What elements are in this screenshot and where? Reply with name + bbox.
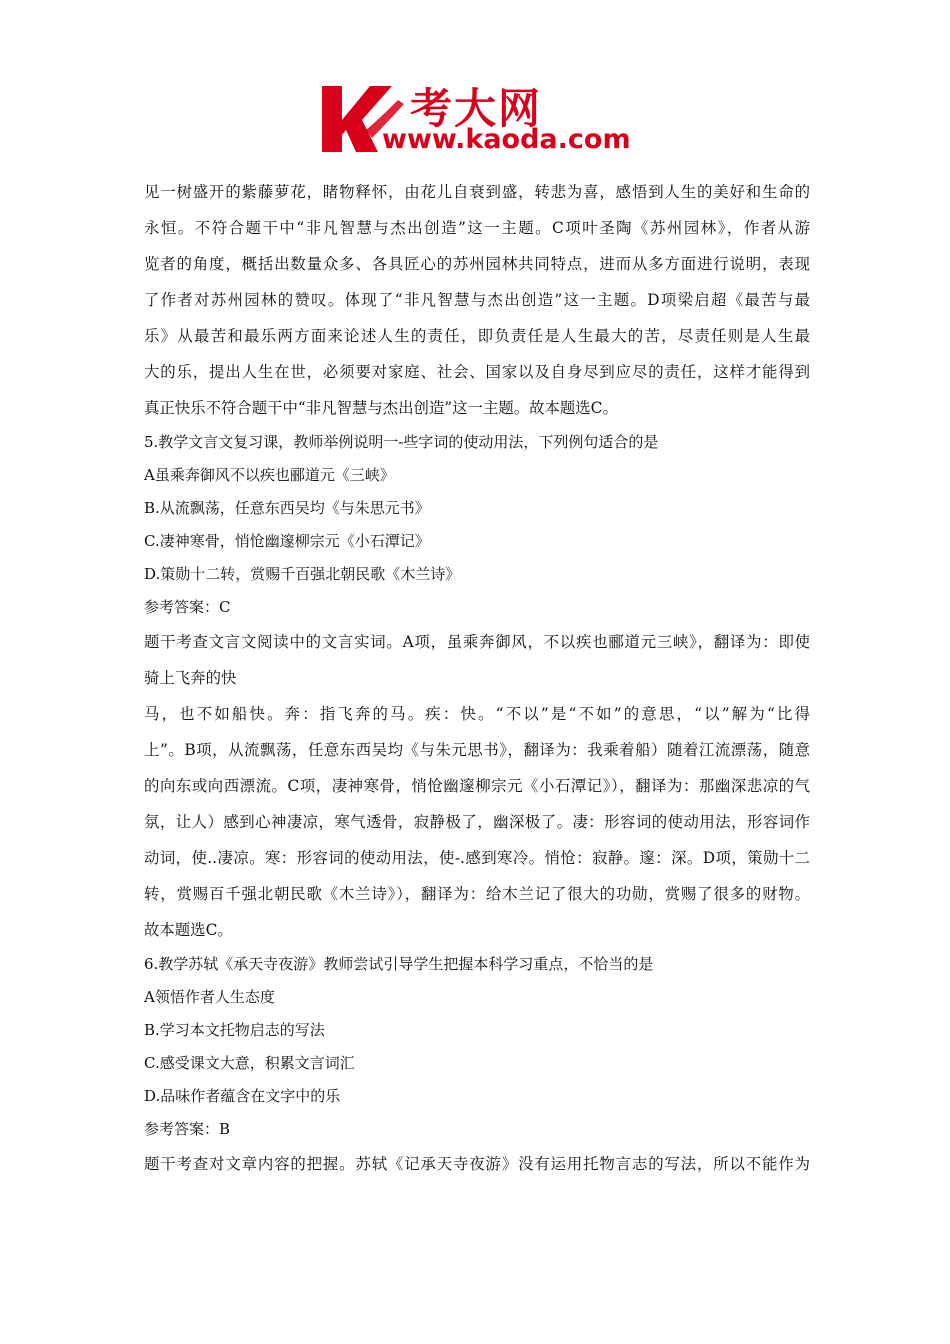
option-d: D.策勋十二转，赏赐千百强北朝民歌《木兰诗》 — [144, 565, 461, 583]
text-line: 氛，让人）感到心神凄凉，寒气透骨，寂静极了，幽深极了。凄：形容词的使动用法，形容词作 — [144, 813, 810, 831]
text-line: 动词，使..凄凉。寒：形容词的使动用法，使-.感到寒冷。悄怆：寂静。邃：深。D项，策勋十二 — [144, 849, 810, 867]
text-line: 见一树盛开的紫藤萝花，睹物释怀，由花儿自衰到盛，转悲为喜，感悟到人生的美好和生命的 — [144, 183, 810, 201]
option-c: C.凄神寒骨，悄怆幽邃柳宗元《小石潭记》 — [144, 532, 430, 550]
option-b: B.学习本文托物启志的写法 — [144, 1021, 325, 1039]
logo-chinese-name: 考大网 — [410, 84, 543, 133]
text-line: 了作者对苏州园林的赞叹。体现了“非凡智慧与杰出创造”这一主题。D项梁启超《最苦与最 — [144, 291, 810, 309]
text-line: 骑上飞奔的快 — [144, 669, 237, 687]
option-c: C.感受课文大意，积累文言词汇 — [144, 1054, 355, 1072]
option-a: A虽乘奔御风不以疾也郦道元《三峡》 — [144, 466, 395, 484]
option-b: B.从流飘荡，任意东西吴均《与朱思元书》 — [144, 499, 430, 517]
text-line: 马，也不如船快。奔：指飞奔的马。疾：快。“不以”是“不如”的意思，“以”解为“比得 — [144, 705, 810, 723]
option-d: D.品味作者蕴含在文字中的乐 — [144, 1087, 341, 1105]
text-line: 题干考查对文章内容的把握。苏轼《记承天寺夜游》没有运用托物言志的写法，所以不能作为 — [144, 1155, 810, 1173]
text-line: 乐》从最苦和最乐两方面来论述人生的责任，即负责任是人生最大的苦，尽责任则是人生最 — [144, 327, 810, 345]
answer: 参考答案：C — [144, 598, 231, 616]
text-line: 的向东或向西漂流。C项，凄神寒骨，悄怆幽邃柳宗元《小石潭记》），翻译为：那幽深悲凉的气 — [144, 777, 810, 795]
logo-url: www.kaoda.com — [382, 124, 631, 155]
text-line: 真正快乐不符合题干中“非凡智慧与杰出创造”这一主题。故本题选C。 — [144, 399, 618, 417]
text-line: 题干考查文言文阅读中的文言实词。A项，虽乘奔御风，不以疾也郦道元三峡》，翻译为：即使 — [144, 633, 810, 651]
explanation-6 — [144, 1146, 810, 1182]
question-stem: 6.教学苏轼《承天寺夜游》教师尝试引导学生把握本科学习重点，不恰当的是 — [144, 955, 654, 973]
option-a: A领悟作者人生态度 — [144, 988, 275, 1006]
kaoda-logo — [318, 80, 648, 160]
answer: 参考答案：B — [144, 1120, 231, 1138]
document-body — [144, 174, 810, 1182]
text-line: 永恒。不符合题干中“非凡智慧与杰出创造”这一主题。C项叶圣陶《苏州园林》，作者从游 — [144, 219, 810, 237]
text-line: 大的乐，提出人生在世，必须要对家庭、社会、国家以及自身尽到应尽的责任，这样才能得到 — [144, 363, 810, 381]
text-line: 转，赏赐百千强北朝民歌《木兰诗》），翻译为：给木兰记了很大的功勋，赏赐了很多的财物。 — [144, 885, 810, 903]
text-line: 上”。B项，从流飘荡，任意东西吴均《与朱元思书》，翻译为：我乘着船）随着江流漂荡，随意 — [144, 741, 810, 759]
text-line: 览者的角度，概括出数量众多、各具匠心的苏州园林共同特点，进而从多方面进行说明，表现 — [144, 255, 810, 273]
paragraph-c-d-analysis — [144, 174, 810, 426]
text-line: 故本题选C。 — [144, 921, 233, 939]
explanation-5 — [144, 624, 810, 948]
question-6 — [144, 948, 810, 1146]
question-5 — [144, 426, 810, 624]
question-stem: 5.教学文言文复习课，教师举例说明一-些字词的使动用法，下列例句适合的是 — [144, 433, 659, 451]
